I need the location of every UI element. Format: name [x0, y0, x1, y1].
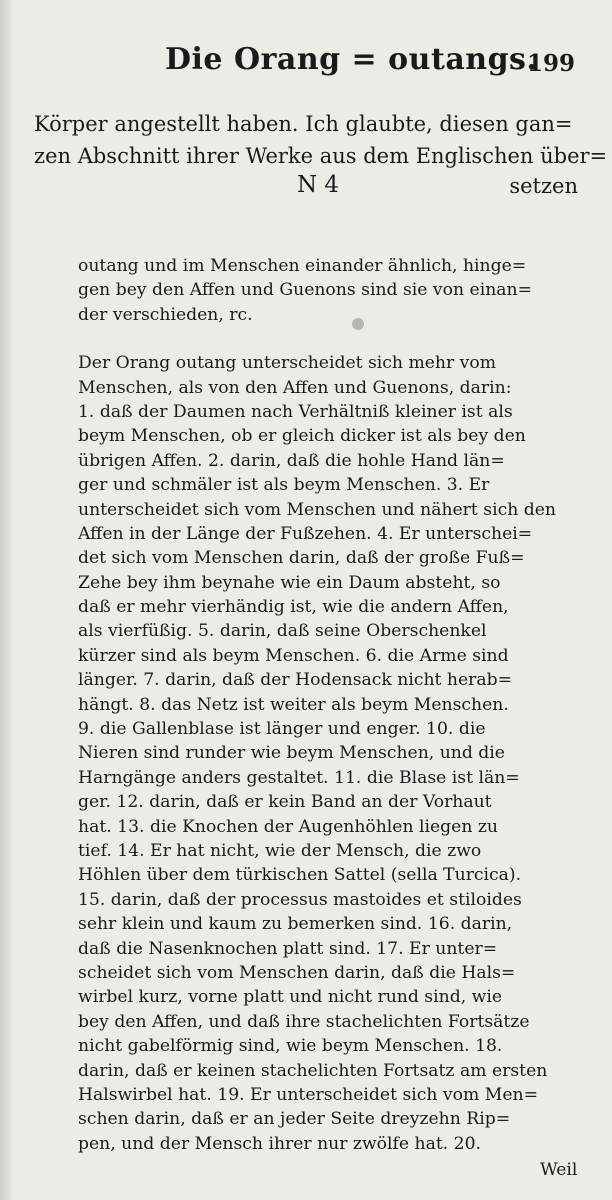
carryover-text — [34, 108, 608, 172]
text-line: daß die Nasenknochen platt sind. 17. Er unter= — [78, 938, 498, 959]
carryover-catchword: setzen — [509, 174, 578, 198]
text-line: Menschen, als von den Affen und Guenons, darin: — [78, 377, 512, 398]
paragraph-2 — [78, 351, 590, 1156]
page-edge-shadow — [0, 0, 14, 1200]
text-line: outang und im Menschen einander ähnlich, hinge= — [78, 256, 527, 276]
text-line: sehr klein und kaum zu bemerken sind. 16. darin, — [78, 914, 513, 935]
text-line: 15. darin, daß der processus mastoides et stiloides — [78, 889, 522, 910]
text-line: beym Menschen, ob er gleich dicker ist als bey den — [78, 426, 526, 447]
text-line: pen, und der Mensch ihrer nur zwölfe hat. 20. — [78, 1133, 481, 1154]
main-text-block — [78, 254, 590, 1156]
text-line: der verschieden, rc. — [78, 304, 253, 325]
text-line: Nieren sind runder wie beym Menschen, und die — [78, 743, 505, 764]
carryover-line: Körper angestellt haben. Ich glaubte, diesen gan= — [34, 112, 573, 136]
text-line: 1. daß der Daumen nach Verhältniß kleiner ist als — [78, 401, 513, 422]
text-line: bey den Affen, und daß ihre stachelichten Fortsätze — [78, 1011, 530, 1032]
text-line: daß er mehr vierhändig ist, wie die andern Affen, — [78, 597, 509, 618]
text-line: scheidet sich vom Menschen darin, daß die Hals= — [78, 962, 516, 983]
text-line: wirbel kurz, vorne platt und nicht rund sind, wie — [78, 987, 502, 1008]
signature-mark: N 4 — [297, 172, 340, 198]
paragraph-1 — [78, 254, 590, 327]
text-line: Affen in der Länge der Fußzehen. 4. Er unterschei= — [78, 523, 533, 544]
carryover-line: zen Abschnitt ihrer Werke aus dem Englischen über= — [34, 144, 608, 168]
text-line: Der Orang outang unterscheidet sich mehr vom — [78, 353, 497, 374]
text-line: schen darin, daß er an jeder Seite dreyzehn Rip= — [78, 1109, 511, 1130]
text-line: hängt. 8. das Netz ist weiter als beym Menschen. — [78, 694, 509, 715]
paragraph-gap — [78, 327, 590, 351]
text-line: ger. 12. darin, daß er kein Band an der Vorhaut — [78, 792, 492, 813]
text-line: ger und schmäler ist als beym Menschen. 3. Er — [78, 475, 490, 496]
text-line: det sich vom Menschen darin, daß der große Fuß= — [78, 548, 525, 569]
text-line: Harngänge anders gestaltet. 11. die Blase ist län= — [78, 767, 520, 788]
text-line: Halswirbel hat. 19. Er unterscheidet sich vom Men= — [78, 1084, 538, 1105]
text-line: als vierfüßig. 5. darin, daß seine Oberschenkel — [78, 621, 487, 642]
text-line: übrigen Affen. 2. darin, daß die hohle Hand län= — [78, 450, 505, 471]
text-line: gen bey den Affen und Guenons sind sie von einan= — [78, 280, 532, 301]
signature-line — [34, 172, 584, 204]
running-title: Die Orang = outangs. — [165, 42, 538, 77]
text-line: darin, daß er keinen stachelichten Fortsatz am ersten — [78, 1060, 548, 1081]
text-line: länger. 7. darin, daß der Hodensack nicht herab= — [78, 670, 512, 691]
text-line: hat. 13. die Knochen der Augenhöhlen liegen zu — [78, 816, 499, 837]
page-number: 199 — [527, 50, 576, 77]
text-line: Zehe bey ihm beynahe wie ein Daum absteht, so — [78, 572, 501, 593]
text-line: 9. die Gallenblase ist länger und enger. 10. die — [78, 719, 486, 740]
text-line: unterscheidet sich vom Menschen und nähert sich den — [78, 499, 556, 520]
text-line: tief. 14. Er hat nicht, wie der Mensch, die zwo — [78, 840, 482, 861]
running-head — [0, 38, 612, 82]
text-line: kürzer sind als beym Menschen. 6. die Arme sind — [78, 645, 509, 666]
text-line: Höhlen über dem türkischen Sattel (sella Turcica). — [78, 865, 522, 886]
catchword: Weil — [540, 1160, 578, 1180]
text-line: nicht gabelförmig sind, wie beym Menschen. 18. — [78, 1036, 503, 1057]
